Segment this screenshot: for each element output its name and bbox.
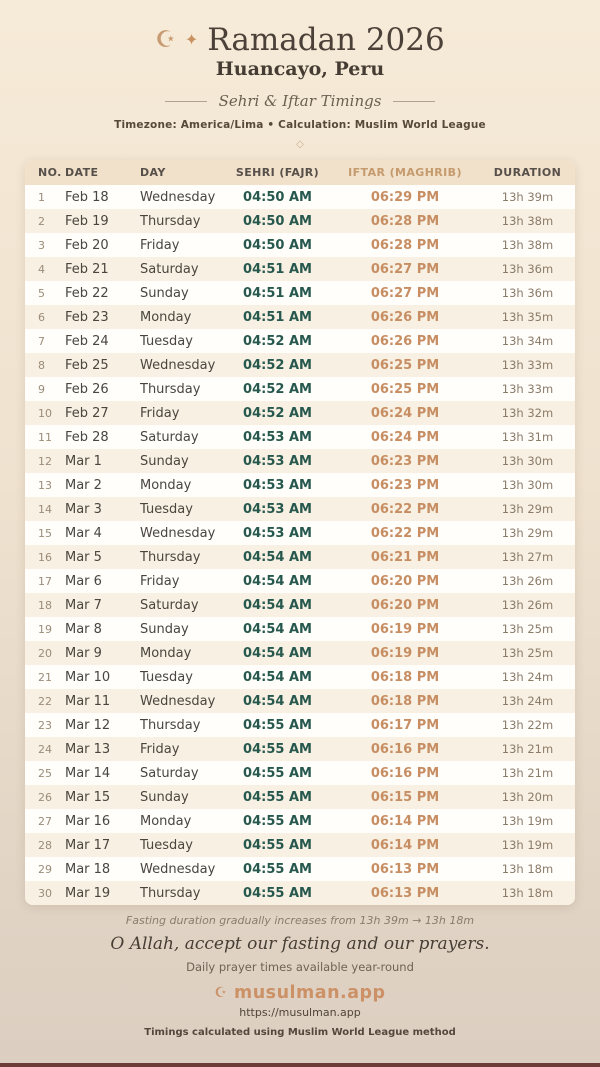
timings-table-card: [25, 160, 575, 905]
row-duration: 13h 27m: [501, 550, 554, 564]
row-day: Monday: [140, 309, 192, 325]
table-row: [25, 257, 575, 281]
row-sehri-time: 04:50 AM: [243, 237, 312, 253]
row-number: 1: [38, 190, 45, 204]
row-number: 15: [38, 526, 52, 540]
table-row: [25, 233, 575, 257]
row-sehri-time: 04:54 AM: [243, 693, 312, 709]
row-day: Saturday: [140, 765, 199, 781]
row-date: Mar 3: [65, 501, 102, 517]
row-day: Wednesday: [140, 861, 216, 877]
row-day: Monday: [140, 813, 192, 829]
row-date: Mar 17: [65, 837, 111, 853]
row-sehri-time: 04:52 AM: [243, 357, 312, 373]
row-iftar-time: 06:28 PM: [370, 237, 440, 253]
row-date: Feb 18: [65, 189, 109, 205]
row-duration: 13h 18m: [501, 886, 554, 900]
row-day: Sunday: [140, 285, 189, 301]
row-sehri-time: 04:55 AM: [243, 765, 312, 781]
row-date: Mar 5: [65, 549, 102, 565]
row-duration: 13h 24m: [501, 670, 554, 684]
row-duration: 13h 22m: [501, 718, 554, 732]
row-iftar-time: 06:23 PM: [370, 477, 440, 493]
row-day: Monday: [140, 645, 192, 661]
brand-name: musulman.app: [233, 983, 386, 1003]
row-duration: 13h 21m: [501, 742, 554, 756]
row-number: 4: [38, 262, 45, 276]
row-sehri-time: 04:52 AM: [243, 381, 312, 397]
table-row: [25, 305, 575, 329]
row-number: 14: [38, 502, 52, 516]
row-day: Sunday: [140, 453, 189, 469]
row-day: Thursday: [140, 213, 201, 229]
page-header: [0, 22, 600, 151]
row-iftar-time: 06:24 PM: [370, 429, 440, 445]
row-iftar-time: 06:15 PM: [370, 789, 440, 805]
row-number: 22: [38, 694, 52, 708]
row-iftar-time: 06:18 PM: [370, 693, 440, 709]
row-sehri-time: 04:55 AM: [243, 717, 312, 733]
row-date: Mar 7: [65, 597, 102, 613]
row-number: 23: [38, 718, 52, 732]
row-day: Tuesday: [140, 837, 193, 853]
row-sehri-time: 04:53 AM: [243, 525, 312, 541]
table-row: [25, 521, 575, 545]
row-sehri-time: 04:50 AM: [243, 213, 312, 229]
timezone-calculation-meta: Timezone: America/Lima • Calculation: Muslim World League: [114, 119, 486, 131]
row-sehri-time: 04:53 AM: [243, 429, 312, 445]
location-title: Huancayo, Peru: [215, 58, 385, 80]
column-header-date: DATE: [65, 160, 140, 185]
table-row: [25, 569, 575, 593]
table-row: [25, 881, 575, 905]
row-duration: 13h 25m: [501, 622, 554, 636]
row-day: Thursday: [140, 549, 201, 565]
row-sehri-time: 04:55 AM: [243, 813, 312, 829]
table-row: [25, 689, 575, 713]
row-day: Tuesday: [140, 669, 193, 685]
row-number: 18: [38, 598, 52, 612]
row-sehri-time: 04:55 AM: [243, 837, 312, 853]
row-number: 3: [38, 238, 45, 252]
row-number: 29: [38, 862, 52, 876]
row-date: Mar 4: [65, 525, 102, 541]
row-number: 6: [38, 310, 45, 324]
row-sehri-time: 04:51 AM: [243, 285, 312, 301]
row-date: Mar 12: [65, 717, 111, 733]
row-date: Mar 16: [65, 813, 111, 829]
row-duration: 13h 32m: [501, 406, 554, 420]
brand-url[interactable]: https://musulman.app: [239, 1006, 361, 1019]
row-sehri-time: 04:55 AM: [243, 861, 312, 877]
table-row: [25, 473, 575, 497]
row-sehri-time: 04:55 AM: [243, 789, 312, 805]
row-sehri-time: 04:54 AM: [243, 549, 312, 565]
table-row: [25, 617, 575, 641]
sparkle-icon: ✦: [184, 30, 199, 49]
row-duration: 13h 33m: [501, 358, 554, 372]
row-day: Tuesday: [140, 333, 193, 349]
row-duration: 13h 34m: [501, 334, 554, 348]
row-duration: 13h 25m: [501, 646, 554, 660]
column-header-iftar: IFTAR (MAGHRIB): [330, 160, 480, 185]
availability-text: Daily prayer times available year-round: [186, 960, 414, 974]
row-iftar-time: 06:26 PM: [370, 333, 440, 349]
row-day: Sunday: [140, 789, 189, 805]
row-iftar-time: 06:26 PM: [370, 309, 440, 325]
row-iftar-time: 06:28 PM: [370, 213, 440, 229]
row-date: Mar 15: [65, 789, 111, 805]
row-duration: 13h 19m: [501, 814, 554, 828]
bottom-accent-bar: [0, 1063, 600, 1067]
row-iftar-time: 06:22 PM: [370, 501, 440, 517]
row-day: Wednesday: [140, 189, 216, 205]
row-duration: 13h 29m: [501, 526, 554, 540]
table-row: [25, 713, 575, 737]
row-date: Mar 14: [65, 765, 111, 781]
row-iftar-time: 06:20 PM: [370, 597, 440, 613]
row-duration: 13h 24m: [501, 694, 554, 708]
row-number: 30: [38, 886, 52, 900]
table-row: [25, 833, 575, 857]
row-day: Wednesday: [140, 525, 216, 541]
row-day: Friday: [140, 573, 180, 589]
row-number: 12: [38, 454, 52, 468]
row-iftar-time: 06:16 PM: [370, 741, 440, 757]
row-duration: 13h 30m: [501, 454, 554, 468]
row-duration: 13h 36m: [501, 286, 554, 300]
row-duration: 13h 31m: [501, 430, 554, 444]
column-header-day: DAY: [140, 160, 225, 185]
row-iftar-time: 06:25 PM: [370, 381, 440, 397]
row-day: Friday: [140, 237, 180, 253]
table-row: [25, 857, 575, 881]
row-iftar-time: 06:13 PM: [370, 885, 440, 901]
row-number: 8: [38, 358, 45, 372]
table-row: [25, 281, 575, 305]
table-row: [25, 449, 575, 473]
row-date: Feb 26: [65, 381, 109, 397]
row-date: Mar 8: [65, 621, 102, 637]
row-date: Feb 19: [65, 213, 109, 229]
timings-table-body: [25, 185, 575, 905]
table-row: [25, 425, 575, 449]
title-row: [0, 22, 600, 58]
row-duration: 13h 21m: [501, 766, 554, 780]
row-day: Tuesday: [140, 501, 193, 517]
row-iftar-time: 06:14 PM: [370, 837, 440, 853]
row-iftar-time: 06:21 PM: [370, 549, 440, 565]
table-row: [25, 377, 575, 401]
row-duration: 13h 26m: [501, 598, 554, 612]
table-row: [25, 641, 575, 665]
table-row: [25, 737, 575, 761]
row-date: Mar 6: [65, 573, 102, 589]
row-iftar-time: 06:23 PM: [370, 453, 440, 469]
row-day: Wednesday: [140, 357, 216, 373]
row-date: Mar 10: [65, 669, 111, 685]
row-number: 26: [38, 790, 52, 804]
row-number: 25: [38, 766, 52, 780]
table-row: [25, 401, 575, 425]
row-day: Saturday: [140, 261, 199, 277]
row-day: Saturday: [140, 597, 199, 613]
row-iftar-time: 06:14 PM: [370, 813, 440, 829]
row-date: Mar 2: [65, 477, 102, 493]
column-header-no: NO.: [25, 160, 65, 185]
row-duration: 13h 19m: [501, 838, 554, 852]
row-iftar-time: 06:19 PM: [370, 645, 440, 661]
row-duration: 13h 20m: [501, 790, 554, 804]
row-duration: 13h 38m: [501, 214, 554, 228]
row-number: 16: [38, 550, 52, 564]
row-sehri-time: 04:55 AM: [243, 885, 312, 901]
row-number: 13: [38, 478, 52, 492]
row-day: Friday: [140, 741, 180, 757]
table-row: [25, 785, 575, 809]
row-duration: 13h 38m: [501, 238, 554, 252]
row-date: Feb 28: [65, 429, 109, 445]
row-sehri-time: 04:54 AM: [243, 621, 312, 637]
row-iftar-time: 06:27 PM: [370, 261, 440, 277]
calculation-method-text: Timings calculated using Muslim World League method: [144, 1027, 456, 1038]
row-date: Feb 22: [65, 285, 109, 301]
row-day: Friday: [140, 405, 180, 421]
row-number: 24: [38, 742, 52, 756]
row-number: 21: [38, 670, 52, 684]
row-sehri-time: 04:52 AM: [243, 333, 312, 349]
table-row: [25, 665, 575, 689]
row-iftar-time: 06:22 PM: [370, 525, 440, 541]
row-iftar-time: 06:25 PM: [370, 357, 440, 373]
table-row: [25, 209, 575, 233]
row-date: Feb 27: [65, 405, 109, 421]
row-day: Saturday: [140, 429, 199, 445]
subtitle-row: [0, 92, 600, 110]
row-number: 11: [38, 430, 52, 444]
row-date: Mar 1: [65, 453, 102, 469]
row-sehri-time: 04:51 AM: [243, 261, 312, 277]
subtitle: Sehri & Iftar Timings: [218, 92, 382, 110]
row-iftar-time: 06:27 PM: [370, 285, 440, 301]
row-day: Thursday: [140, 885, 201, 901]
duration-note: Fasting duration gradually increases from 13h 39m → 13h 18m: [125, 914, 475, 927]
row-sehri-time: 04:50 AM: [243, 189, 312, 205]
timings-table: [25, 160, 575, 905]
row-iftar-time: 06:16 PM: [370, 765, 440, 781]
row-iftar-time: 06:24 PM: [370, 405, 440, 421]
table-row: [25, 545, 575, 569]
table-row: [25, 353, 575, 377]
row-date: Mar 11: [65, 693, 111, 709]
ornament-line-right: [393, 101, 435, 102]
row-day: Thursday: [140, 717, 201, 733]
row-date: Feb 23: [65, 309, 109, 325]
row-date: Feb 24: [65, 333, 109, 349]
brand-row: [0, 983, 600, 1003]
row-duration: 13h 30m: [501, 478, 554, 492]
table-row: [25, 329, 575, 353]
table-row: [25, 761, 575, 785]
row-duration: 13h 39m: [501, 190, 554, 204]
row-sehri-time: 04:54 AM: [243, 669, 312, 685]
row-day: Thursday: [140, 381, 201, 397]
row-number: 7: [38, 334, 45, 348]
brand-crescent-icon: ☪: [214, 985, 227, 1001]
table-row: [25, 593, 575, 617]
row-sehri-time: 04:52 AM: [243, 405, 312, 421]
row-sehri-time: 04:53 AM: [243, 477, 312, 493]
row-number: 20: [38, 646, 52, 660]
row-iftar-time: 06:13 PM: [370, 861, 440, 877]
column-header-sehri: SEHRI (FAJR): [225, 160, 330, 185]
row-date: Feb 21: [65, 261, 109, 277]
row-sehri-time: 04:54 AM: [243, 573, 312, 589]
row-sehri-time: 04:54 AM: [243, 645, 312, 661]
row-sehri-time: 04:55 AM: [243, 741, 312, 757]
table-row: [25, 809, 575, 833]
row-date: Mar 13: [65, 741, 111, 757]
page-footer: [0, 914, 600, 1038]
ornament-line-left: [165, 101, 207, 102]
row-duration: 13h 33m: [501, 382, 554, 396]
row-iftar-time: 06:29 PM: [370, 189, 440, 205]
row-date: Mar 19: [65, 885, 111, 901]
column-header-duration: DURATION: [480, 160, 575, 185]
table-row: [25, 497, 575, 521]
row-date: Mar 18: [65, 861, 111, 877]
row-duration: 13h 18m: [501, 862, 554, 876]
row-duration: 13h 26m: [501, 574, 554, 588]
row-duration: 13h 29m: [501, 502, 554, 516]
row-duration: 13h 35m: [501, 310, 554, 324]
row-number: 28: [38, 838, 52, 852]
row-date: Mar 9: [65, 645, 102, 661]
row-number: 27: [38, 814, 52, 828]
diamond-ornament-icon: ◇: [296, 139, 304, 150]
table-row: [25, 185, 575, 209]
row-iftar-time: 06:19 PM: [370, 621, 440, 637]
row-iftar-time: 06:17 PM: [370, 717, 440, 733]
row-day: Monday: [140, 477, 192, 493]
row-sehri-time: 04:54 AM: [243, 597, 312, 613]
row-number: 17: [38, 574, 52, 588]
row-day: Sunday: [140, 621, 189, 637]
row-sehri-time: 04:53 AM: [243, 453, 312, 469]
row-number: 9: [38, 382, 45, 396]
row-number: 2: [38, 214, 45, 228]
row-sehri-time: 04:53 AM: [243, 501, 312, 517]
dua-text: O Allah, accept our fasting and our prayers.: [110, 934, 490, 954]
row-iftar-time: 06:20 PM: [370, 573, 440, 589]
crescent-moon-icon: ☪: [155, 26, 176, 53]
row-number: 5: [38, 286, 45, 300]
row-iftar-time: 06:18 PM: [370, 669, 440, 685]
row-sehri-time: 04:51 AM: [243, 309, 312, 325]
page-title: Ramadan 2026: [207, 22, 445, 58]
row-day: Wednesday: [140, 693, 216, 709]
row-number: 19: [38, 622, 52, 636]
row-duration: 13h 36m: [501, 262, 554, 276]
table-header-row: [25, 160, 575, 185]
row-number: 10: [38, 406, 52, 420]
row-date: Feb 25: [65, 357, 109, 373]
row-date: Feb 20: [65, 237, 109, 253]
